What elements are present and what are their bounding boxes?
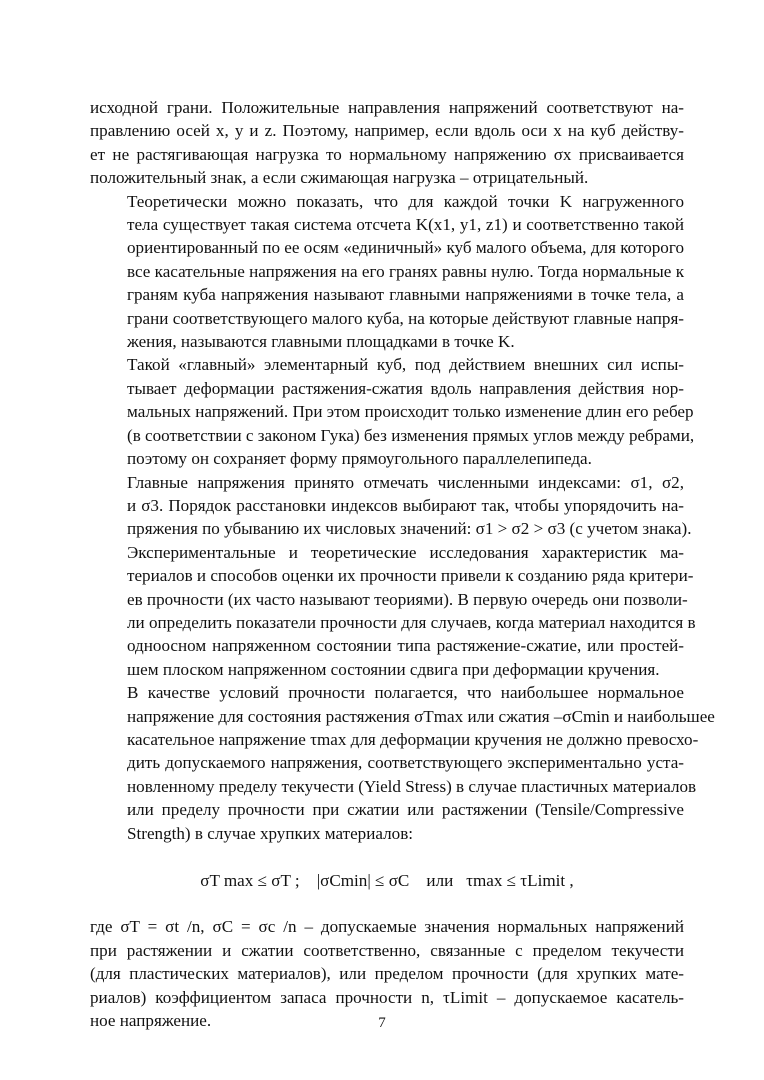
text-line: новленному пределу текучести (Yield Stress) в случае пластичных материалов (127, 776, 697, 796)
text-line: (в соответствии с законом Гука) без изменения прямых углов между ребрами, (127, 425, 695, 445)
text-line: поэтому он сохраняет форму прямоугольного параллелепипеда. (127, 449, 592, 469)
paragraph (90, 96, 684, 190)
strength-condition-formula (90, 869, 684, 892)
text-line: граням куба напряжения называют главными напряжениями в точке тела, а (127, 285, 684, 305)
text-line: шем плоском напряженном состоянии сдвига при деформации кручения. (127, 659, 660, 679)
formula-part-3: τmax ≤ τLimit , (466, 871, 574, 890)
paragraph (90, 471, 692, 541)
text-line: Экспериментальные и теоретические исследования характеристик ма- (127, 542, 684, 562)
paragraph (90, 681, 715, 845)
text-line: ет не растягивающая нагрузка то нормальному напряжению σx присваивается (90, 144, 684, 164)
text-line: (для пластических материалов), или пределом прочности (для хрупких мате- (90, 964, 684, 984)
text-line: жения, называются главными площадками в точке K. (127, 332, 515, 352)
text-line: или пределу прочности при сжатии или растяжении (Tensile/Compressive (127, 800, 684, 820)
text-body (90, 96, 715, 845)
text-line: напряжение для состояния растяжения σTmax или сжатия –σCmin и наибольшее (127, 706, 715, 726)
text-line: мальных напряжений. При этом происходит только изменение длин его ребер (127, 402, 694, 422)
text-line: тела существует такая система отсчета K(x1, y1, z1) и соответственно такой (127, 215, 684, 235)
text-line: риалов) коэффициентом запаса прочности n, τLimit – допускаемое касатель- (90, 987, 684, 1007)
text-line: ное напряжение. (90, 1011, 212, 1031)
text-line: положительный знак, а если сжимающая нагрузка – отрицательный. (90, 168, 589, 188)
text-line: Такой «главный» элементарный куб, под действием внешних сил испы- (127, 355, 684, 375)
text-line: грани соответствующего малого куба, на которые действуют главные напря- (127, 308, 684, 328)
text-line: Главные напряжения принято отмечать численными индексами: σ1, σ2, (127, 472, 684, 492)
text-line: Strength) в случае хрупких материалов: (127, 823, 414, 843)
text-line: пряжения по убыванию их числовых значений: σ1 > σ2 > σ3 (с учетом знака). (127, 519, 692, 539)
formula-part-1: σT max ≤ σT ; (200, 871, 300, 890)
paragraph (90, 541, 696, 681)
text-line: Теоретически можно показать, что для каждой точки K нагруженного (127, 191, 684, 211)
text-line: касательное напряжение τmax для деформации кручения не должно превосхо- (127, 729, 699, 749)
text-line: где σT = σt /n, σC = σc /n – допускаемые значения нормальных напряжений (90, 917, 684, 937)
text-line: дить допускаемого напряжения, соответствующего экспериментально уста- (127, 753, 684, 773)
formula-connector: или (426, 871, 454, 890)
page-number: 7 (378, 1015, 386, 1031)
paragraph (90, 190, 684, 354)
text-line: исходной грани. Положительные направления напряжений соответствуют на- (90, 98, 684, 117)
text-line: при растяжении и сжатии соответственно, связанные с пределом текучести (90, 940, 684, 960)
formula-part-2: |σCmin| ≤ σC (316, 871, 410, 890)
text-line: все касательные напряжения на его гранях равны нулю. Тогда нормальные к (127, 261, 684, 281)
text-line: В качестве условий прочности полагается, что наибольшее нормальное (127, 683, 684, 703)
text-line: териалов и способов оценки их прочности привели к созданию ряда критери- (127, 566, 694, 586)
text-line: ли определить показатели прочности для случаев, когда материал находится в (127, 612, 696, 632)
paragraph (90, 353, 695, 470)
text-line: правлению осей x, y и z. Поэтому, например, если вдоль оси x на куб действу- (90, 121, 684, 141)
text-line: ев прочности (их часто называют теориями). В первую очередь они позволи- (127, 589, 688, 609)
text-line: одноосном напряженном состоянии типа растяжение-сжатие, или простей- (127, 636, 684, 656)
text-line: и σ3. Порядок расстановки индексов выбирают так, чтобы упорядочить на- (127, 495, 684, 515)
text-line: ориентированный по ее осям «единичный» куб малого объема, для которого (127, 238, 684, 258)
text-line: тывает деформации растяжения-сжатия вдоль направления действия нор- (127, 378, 684, 398)
page-body (90, 96, 715, 1032)
